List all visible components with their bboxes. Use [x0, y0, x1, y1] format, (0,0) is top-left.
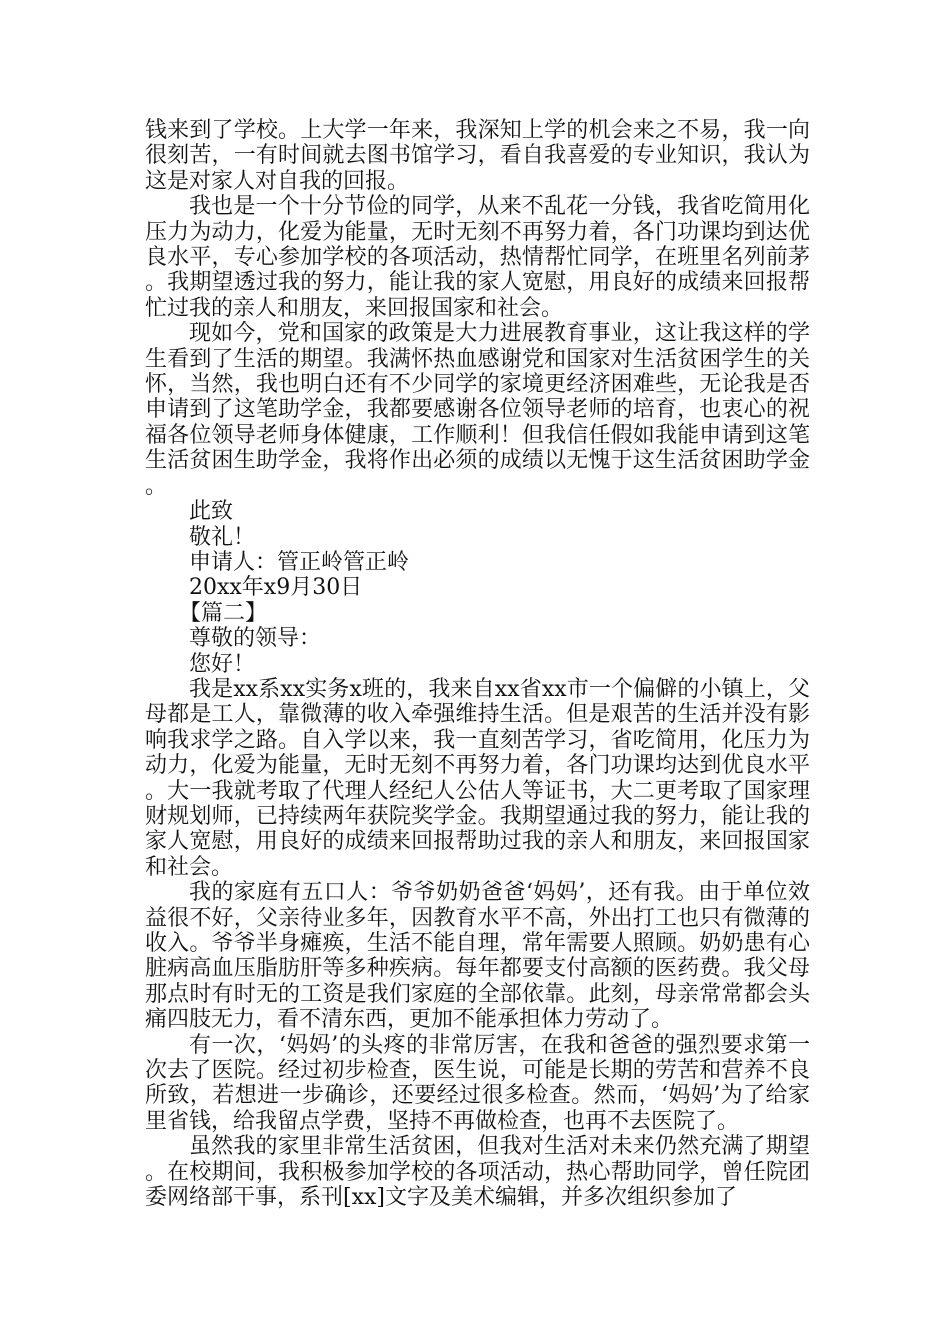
paragraph-2: 我也是一个十分节俭的同学，从来不乱花一分钱，我省吃简用化压力为动力，化爱为能量，无时无刻不再努力着，各门功课均到达优良水平，专心参加学校的各项活动，热情帮忙同学，在班里名列前茅。我期望透过我的努力，能让我的家人宽慰，用良好的成绩来回报帮忙过我的亲人和朋友，来回报国家和社会。	[145, 194, 810, 321]
section-heading: 【篇二】	[179, 600, 268, 626]
paragraph-4: 我是xx系xx实务x班的，我来自xx省xx市一个偏僻的小镇上，父母都是工人，靠微薄的收入牵强维持生活。但是艰苦的生活并没有影响我求学之路。自入学以来，我一直刻苦学习，省吃简用，化压力为动力，化爱为能量，无时无刻不再努力着，各门功课均达到优良水平。大一我就考取了代理人经纪人公估人等证书，大二更考取了国家理财规划师，已持续两年获院奖学金。我期望通过我的努力，能让我的家人宽慰，用良好的成绩来回报帮助过我的亲人和朋友，来回报国家和社会。	[145, 676, 810, 880]
paragraph-6: 有一次，‘妈妈’的头疼的非常厉害，在我和爸爸的强烈要求第一次去了医院。经过初步检查，医生说，可能是长期的劳苦和营养不良所致，若想进一步确诊，还要经过很多检查。然而，‘妈妈’为了给家里省钱，给我留点学费，坚持不再做检查，也再不去医院了。	[145, 1032, 810, 1134]
salutation: 尊敬的领导：	[189, 626, 322, 652]
paragraph-1: 钱来到了学校。上大学一年来，我深知上学的机会来之不易，我一向很刻苦，一有时间就去图书馆学习，看自我喜爱的专业知识，我认为这是对家人对自我的回报。	[145, 118, 810, 194]
date-line: 20xx年x9月30日	[189, 575, 363, 601]
paragraph-5: 我的家庭有五口人：爷爷奶奶爸爸‘妈妈’，还有我。由于单位效益很不好，父亲待业多年，因教育水平不高，外出打工也只有微薄的收入。爷爷半身瘫痪，生活不能自理，常年需要人照顾。奶奶患有心脏病高血压脂肪肝等多种疾病。每年都要支付高额的医药费。我父母那点时有时无的工资是我们家庭的全部依靠。此刻，母亲常常都会头痛四肢无力，看不清东西，更加不能承担体力劳动了。	[145, 880, 810, 1033]
document-body	[145, 118, 810, 1210]
greeting: 您好！	[189, 651, 256, 677]
closing-jingli: 敬礼！	[189, 524, 256, 550]
closing-zhi: 此致	[189, 499, 234, 525]
paragraph-7: 虽然我的家里非常生活贫困，但我对生活对未来仍然充满了期望。在校期间，我积极参加学校的各项活动，热心帮助同学，曾任院团委网络部干事，系刊[xx]文字及美术编辑，并多次组织参加了	[145, 1134, 810, 1211]
applicant-line: 申请人：管正岭管正岭	[189, 549, 410, 575]
paragraph-3: 现如今，党和国家的政策是大力进展教育事业，这让我这样的学生看到了生活的期望。我满怀热血感谢党和国家对生活贫困学生的关怀，当然，我也明白还有不少同学的家境更经济困难些，无论我是否申请到了这笔助学金，我都要感谢各位领导老师的培育，也衷心的祝福各位领导老师身体健康，工作顺利！但我信任假如我能申请到这笔生活贫困生助学金，我将作出必须的成绩以无愧于这生活贫困助学金。	[145, 321, 810, 499]
